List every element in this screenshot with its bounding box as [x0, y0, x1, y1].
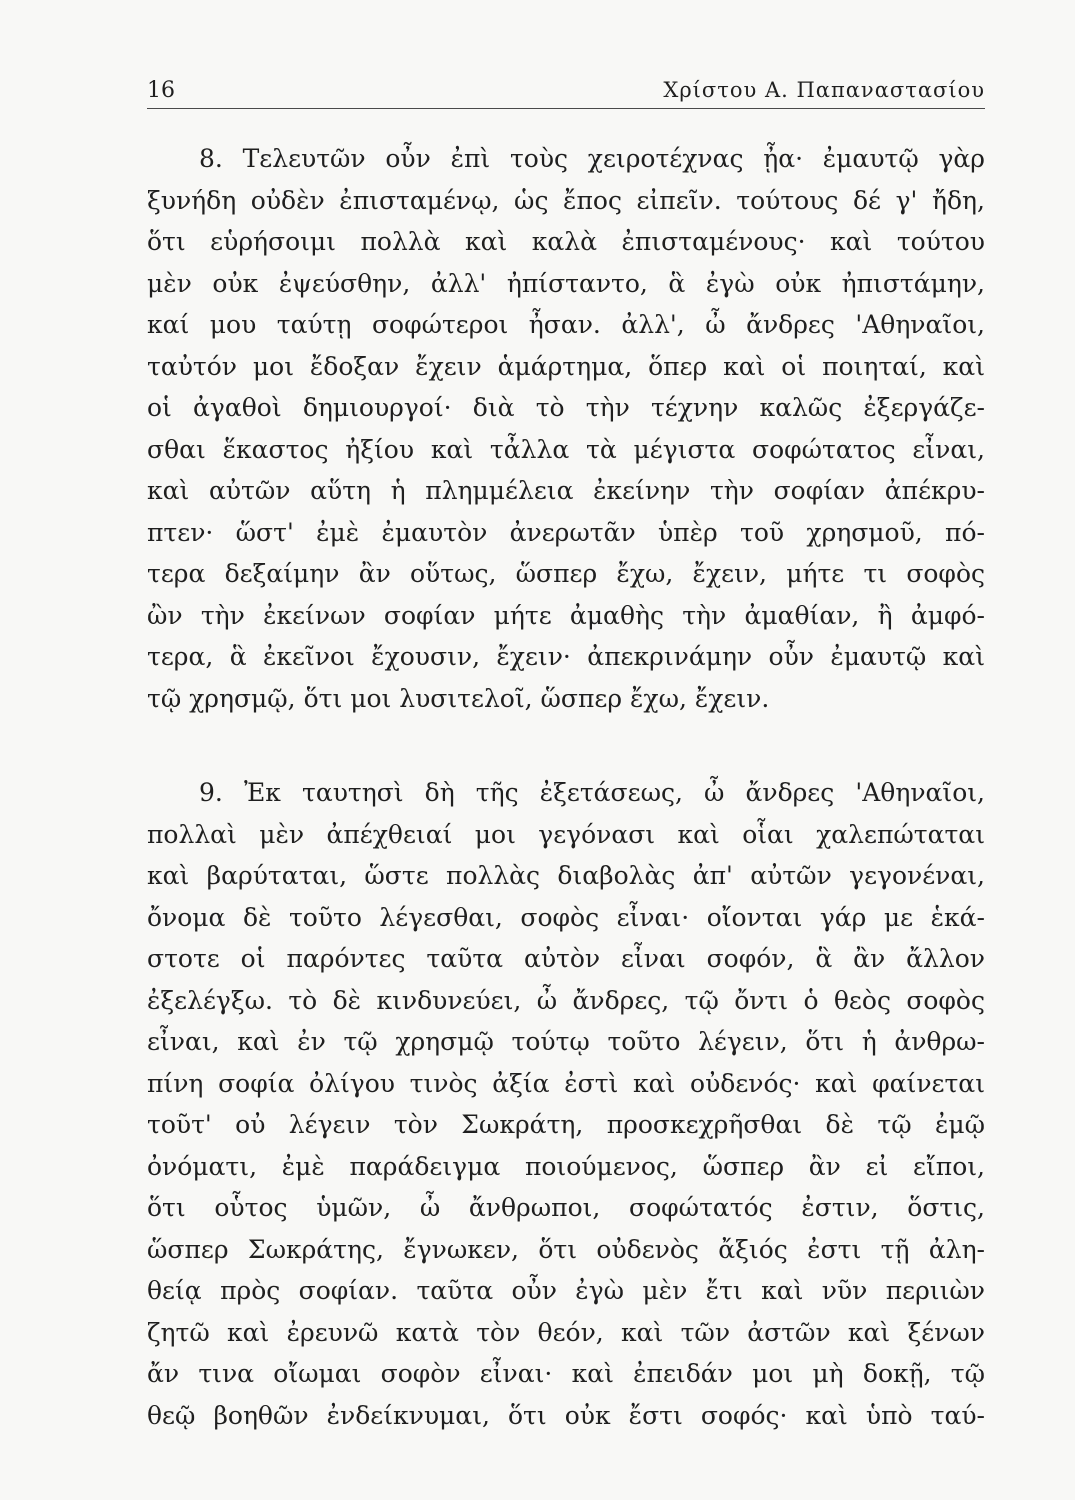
text-line: ταὐτόν μοι ἔδοξαν ἔχειν ἁμάρτημα, ὅπερ καὶ οἱ ποιηταί, καὶ [147, 351, 985, 381]
text-line: τερα, ἃ ἐκεῖνοι ἔχουσιν, ἔχειν· ἀπεκρινάμην οὖν ἐμαυτῷ καὶ [147, 642, 985, 671]
text-line: τοῦτ' οὐ λέγειν τὸν Σωκράτη, προσκεχρῆσθαι δὲ τῷ ἐμῷ [147, 1110, 985, 1139]
text-line: ἐξελέγξω. τὸ δὲ κινδυνεύει, ὦ ἄνδρες, τῷ ὄντι ὁ θεὸς σοφὸς [147, 985, 985, 1015]
paragraph-8 [147, 138, 985, 719]
body-text [147, 138, 985, 1436]
text-line: καί μου ταύτῃ σοφώτεροι ἦσαν. ἀλλ', ὦ ἄνδρες 'Αθηναῖοι, [147, 310, 985, 339]
text-line: ὅτι εὑρήσοιμι πολλὰ καὶ καλὰ ἐπισταμένους· καὶ τούτου [147, 227, 985, 256]
text-line: ζητῶ καὶ ἐρευνῶ κατὰ τὸν θεόν, καὶ τῶν ἀστῶν καὶ ξένων [147, 1317, 985, 1347]
page-number: 16 [147, 78, 175, 103]
text-line: ὀνόματι, ἐμὲ παράδειγμα ποιούμενος, ὥσπερ ἂν εἰ εἴποι, [147, 1151, 985, 1181]
text-line: καὶ βαρύταται, ὥστε πολλὰς διαβολὰς ἀπ' αὐτῶν γεγονέναι, [147, 861, 985, 890]
text-line: ὄνομα δὲ τοῦτο λέγεσθαι, σοφὸς εἶναι· οἴονται γάρ με ἑκά- [147, 902, 985, 932]
text-line: ἄν τινα οἴωμαι σοφὸν εἶναι· καὶ ἐπειδάν μοι μὴ δοκῇ, τῷ [147, 1359, 985, 1388]
text-line: μὲν οὐκ ἐψεύσθην, ἀλλ' ἠπίσταντο, ἃ ἐγὼ οὐκ ἠπιστάμην, [147, 268, 985, 298]
text-line: θεῷ βοηθῶν ἐνδείκνυμαι, ὅτι οὐκ ἔστι σοφός· καὶ ὑπὸ ταύ- [147, 1400, 985, 1430]
text-line: πίνη σοφία ὀλίγου τινὸς ἀξία ἐστὶ καὶ οὐδενός· καὶ φαίνεται [147, 1068, 985, 1098]
text-line: ὥσπερ Σωκράτης, ἔγνωκεν, ὅτι οὐδενὸς ἄξιός ἐστι τῇ ἀλη- [147, 1234, 985, 1264]
text-line: ὅτι οὗτος ὑμῶν, ὦ ἄνθρωποι, σοφώτατός ἐστιν, ὅστις, [147, 1193, 985, 1222]
paragraph-9 [147, 772, 985, 1436]
text-line: τερα δεξαίμην ἂν οὕτως, ὥσπερ ἔχω, ἔχειν, μήτε τι σοφὸς [147, 559, 985, 588]
text-line: οἱ ἀγαθοὶ δημιουργοί· διὰ τὸ τὴν τέχνην καλῶς ἐξεργάζε- [147, 393, 985, 422]
running-head [147, 72, 985, 109]
text-line: ξυνήδη οὐδὲν ἐπισταμένῳ, ὡς ἔπος εἰπεῖν. τούτους δέ γ' ἤδη, [147, 185, 985, 215]
text-line: ὢν τὴν ἐκείνων σοφίαν μήτε ἀμαθὴς τὴν ἀμαθίαν, ἢ ἀμφό- [147, 600, 985, 630]
text-line: εἶναι, καὶ ἐν τῷ χρησμῷ τούτῳ τοῦτο λέγειν, ὅτι ἡ ἀνθρω- [147, 1027, 985, 1056]
running-head-author: Χρίστου Α. Παπαναστασίου [663, 78, 985, 102]
text-line: καὶ αὐτῶν αὕτη ἡ πλημμέλεια ἐκείνην τὴν σοφίαν ἀπέκρυ- [147, 476, 985, 505]
text-line: τῷ χρησμῷ, ὅτι μοι λυσιτελοῖ, ὥσπερ ἔχω, ἔχειν. [147, 683, 770, 713]
text-line: 8. Τελευτῶν οὖν ἐπὶ τοὺς χειροτέχνας ᾖα· ἐμαυτῷ γὰρ [199, 144, 985, 173]
text-line: σθαι ἕκαστος ἠξίου καὶ τἆλλα τὰ μέγιστα σοφώτατος εἶναι, [147, 434, 985, 464]
text-line: στοτε οἱ παρόντες ταῦτα αὐτὸν εἶναι σοφόν, ἃ ἂν ἄλλον [147, 944, 985, 973]
text-line: θείᾳ πρὸς σοφίαν. ταῦτα οὖν ἐγὼ μὲν ἔτι καὶ νῦν περιιὼν [147, 1276, 985, 1305]
text-line: 9. Ἐκ ταυτησὶ δὴ τῆς ἐξετάσεως, ὦ ἄνδρες 'Αθηναῖοι, [199, 778, 985, 807]
paragraph-spacer [147, 719, 985, 772]
text-line: πτεν· ὥστ' ἐμὲ ἐμαυτὸν ἀνερωτᾶν ὑπὲρ τοῦ χρησμοῦ, πό- [147, 517, 985, 547]
text-line: πολλαὶ μὲν ἀπέχθειαί μοι γεγόνασι καὶ οἷαι χαλεπώταται [147, 819, 985, 849]
